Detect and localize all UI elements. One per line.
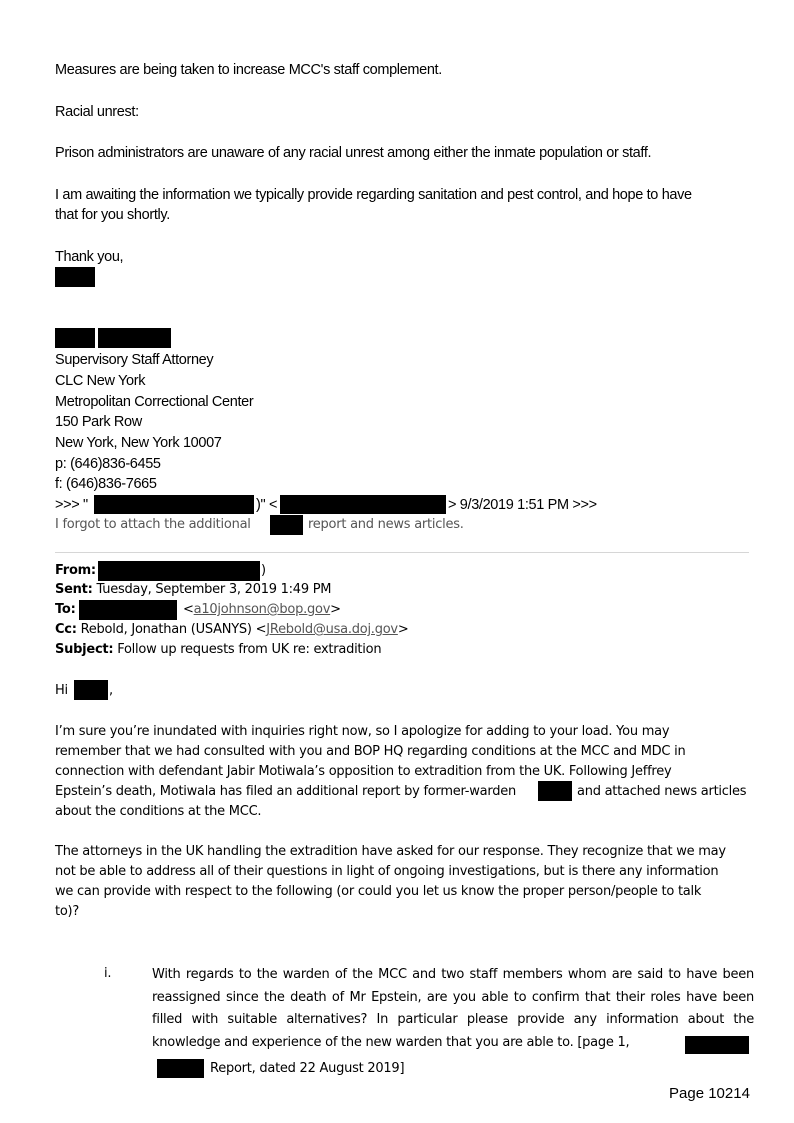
racial-heading: Racial unrest:: [55, 104, 139, 120]
body-line: we can provide with respect to the following (or could you let us know the proper person/people to talk: [55, 884, 702, 899]
body-line: and attached news articles: [577, 784, 747, 799]
to-email-link[interactable]: a10johnson@bop.gov: [193, 602, 331, 617]
body-line: not be able to address all of their questions in light of ongoing investigations, but is there any information: [55, 864, 719, 879]
body-line: The attorneys in the UK handling the extradition have asked for our response. They recognize that we may: [55, 844, 726, 859]
to-open: <: [183, 602, 194, 617]
body-line: Epstein’s death, Motiwala has filed an additional report by former-warden: [55, 784, 516, 799]
body-line: I’m sure you’re inundated with inquiries right now, so I apologize for adding to your load. You may: [55, 724, 670, 739]
greeting-comma: ,: [109, 683, 113, 698]
subject-label: Subject:: [55, 642, 114, 657]
sent-value: Tuesday, September 3, 2019 1:49 PM: [96, 582, 332, 597]
redaction-box: [74, 680, 108, 700]
racial-text: Prison administrators are unaware of any racial unrest among either the inmate population or staff.: [55, 145, 652, 161]
from-label: From:: [55, 563, 96, 578]
to-address: [183, 600, 341, 620]
body-line: about the conditions at the MCC.: [55, 804, 262, 819]
page-number: Page 10214: [669, 1085, 750, 1102]
to-label: To:: [55, 602, 76, 617]
list-item-body: With regards to the warden of the MCC and two staff members whom are said to have been reassigned since the death of Mr Epstein, are you able to confirm that their roles have been filled with suitable alternatives? In particular please provide any information about the knowledge and experience of the new warden that you are able to. [page 1,: [152, 967, 754, 1050]
redaction-box: [98, 561, 260, 581]
signature-title: Supervisory Staff Attorney: [55, 352, 214, 368]
thanks-line: Thank you,: [55, 249, 124, 265]
redaction-box: [94, 495, 254, 514]
from-close: ): [261, 563, 266, 578]
subject-row: [55, 640, 381, 660]
redaction-box: [98, 328, 171, 348]
cc-email-link[interactable]: JRebold@usa.doj.gov: [266, 622, 398, 637]
signature-fax: f: (646)836-7665: [55, 476, 157, 492]
cc-label: Cc:: [55, 622, 77, 637]
body-line: to)?: [55, 904, 80, 919]
signature-unit: CLC New York: [55, 373, 146, 389]
redaction-box: [685, 1036, 749, 1054]
signature-street: 150 Park Row: [55, 414, 142, 430]
forward-prefix: >>> ": [55, 497, 88, 513]
sent-row: [55, 580, 331, 600]
greeting: Hi: [55, 683, 68, 698]
body-line: remember that we had consulted with you and BOP HQ regarding conditions at the MCC and MDC in: [55, 744, 686, 759]
list-marker: i.: [104, 966, 112, 981]
redaction-box: [538, 781, 572, 801]
redaction-box: [270, 515, 303, 535]
awaiting-line-1: I am awaiting the information we typically provide regarding sanitation and pest control, and hope to have: [55, 187, 692, 203]
cc-name: Rebold, Jonathan (USANYS) <: [80, 622, 267, 637]
body-line: connection with defendant Jabir Motiwala’s opposition to extradition from the UK. Following Jeffrey: [55, 764, 672, 779]
sent-label: Sent:: [55, 582, 93, 597]
intro-line: Measures are being taken to increase MCC's staff complement.: [55, 62, 442, 78]
forward-note-b: report and news articles.: [308, 517, 464, 532]
list-item-text: [152, 964, 754, 1054]
forward-note-a: I forgot to attach the additional: [55, 517, 251, 532]
redaction-box: [55, 267, 95, 287]
cc-close: >: [397, 622, 409, 637]
cc-row: [55, 620, 409, 640]
list-item-ref-end: Report, dated 22 August 2019]: [210, 1061, 405, 1076]
redaction-box: [280, 495, 446, 514]
signature-org: Metropolitan Correctional Center: [55, 394, 254, 410]
subject-value: Follow up requests from UK re: extradition: [117, 642, 382, 657]
forward-timestamp: > 9/3/2019 1:51 PM >>>: [448, 497, 597, 513]
signature-city: New York, New York 10007: [55, 435, 222, 451]
redaction-box: [55, 328, 95, 348]
redaction-box: [157, 1059, 204, 1078]
header-divider: [55, 552, 749, 553]
redaction-box: [79, 600, 177, 620]
signature-phone: p: (646)836-6455: [55, 456, 161, 472]
awaiting-line-2: that for you shortly.: [55, 207, 170, 223]
to-close: >: [330, 602, 341, 617]
forward-mid: )" <: [256, 497, 278, 513]
